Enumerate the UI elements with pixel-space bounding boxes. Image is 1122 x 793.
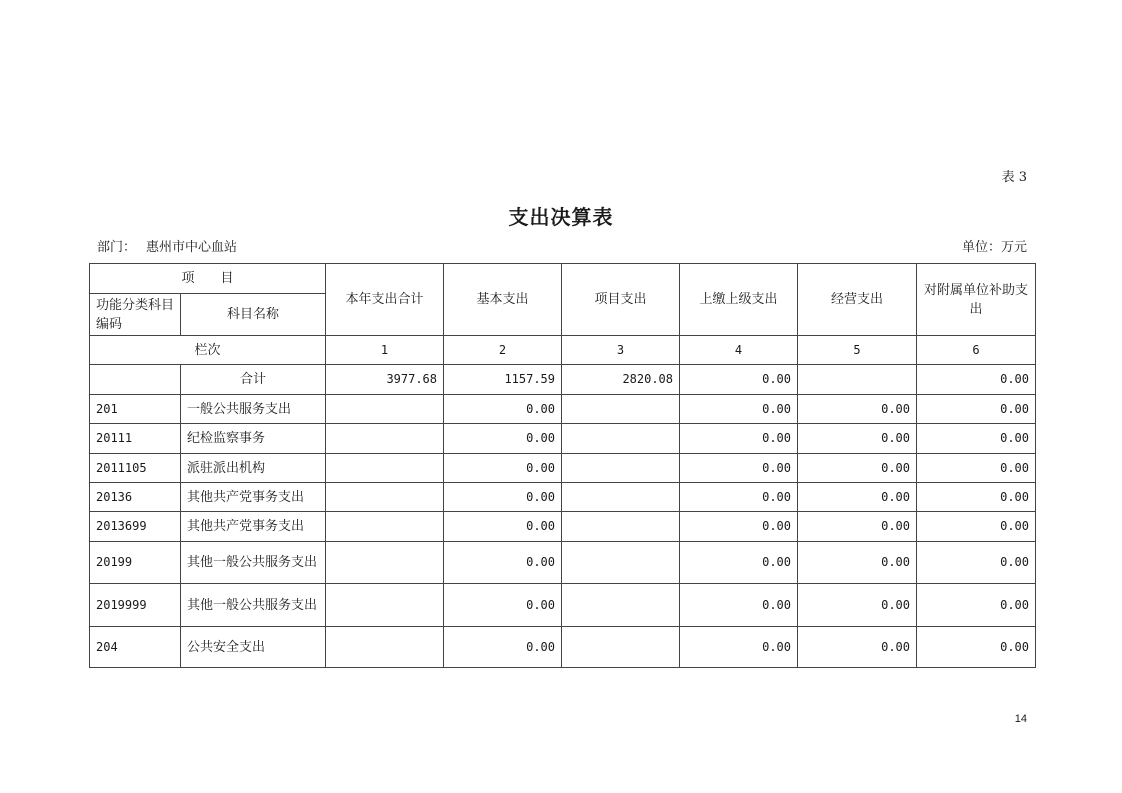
row-total <box>326 512 444 542</box>
column-number-1: 1 <box>326 336 444 365</box>
department-line <box>97 236 237 255</box>
table-row <box>90 424 1036 454</box>
column-number-3: 3 <box>562 336 680 365</box>
header-project: 项目支出 <box>562 264 680 336</box>
row-business: 0.00 <box>798 542 917 584</box>
row-business: 0.00 <box>798 584 917 627</box>
total-row-project: 2820.08 <box>562 365 680 395</box>
row-upper: 0.00 <box>680 395 798 424</box>
row-code: 20136 <box>90 483 181 512</box>
page-number: 14 <box>1014 713 1027 725</box>
row-business: 0.00 <box>798 395 917 424</box>
row-subsidy: 0.00 <box>917 483 1036 512</box>
row-project <box>562 454 680 483</box>
row-total <box>326 454 444 483</box>
row-basic: 0.00 <box>444 424 562 454</box>
total-row-business <box>798 365 917 395</box>
table-row <box>90 512 1036 542</box>
total-row-upper: 0.00 <box>680 365 798 395</box>
row-total <box>326 424 444 454</box>
header-subsidy: 对附属单位补助支出 <box>917 264 1036 336</box>
row-basic: 0.00 <box>444 454 562 483</box>
row-basic: 0.00 <box>444 627 562 668</box>
header-func-code: 功能分类科目编码 <box>90 294 181 336</box>
row-code: 20199 <box>90 542 181 584</box>
total-row-total: 3977.68 <box>326 365 444 395</box>
row-business: 0.00 <box>798 627 917 668</box>
row-subsidy: 0.00 <box>917 512 1036 542</box>
total-row-basic: 1157.59 <box>444 365 562 395</box>
table-row <box>90 627 1036 668</box>
column-number-label: 栏次 <box>90 336 326 365</box>
row-project <box>562 542 680 584</box>
header-total: 本年支出合计 <box>326 264 444 336</box>
column-number-2: 2 <box>444 336 562 365</box>
header-item-group: 项 目 <box>90 264 326 294</box>
row-business: 0.00 <box>798 454 917 483</box>
row-project <box>562 627 680 668</box>
table-row <box>90 542 1036 584</box>
row-total <box>326 627 444 668</box>
row-basic: 0.00 <box>444 512 562 542</box>
table-number: 表 3 <box>1001 170 1027 185</box>
row-project <box>562 424 680 454</box>
total-row-subsidy: 0.00 <box>917 365 1036 395</box>
department-name: 惠州市中心血站 <box>146 240 238 255</box>
row-subsidy: 0.00 <box>917 395 1036 424</box>
row-total <box>326 542 444 584</box>
table-row <box>90 584 1036 627</box>
row-business: 0.00 <box>798 424 917 454</box>
row-upper: 0.00 <box>680 584 798 627</box>
table-row <box>90 395 1036 424</box>
row-subject-name: 派驻派出机构 <box>181 454 326 483</box>
row-code: 20111 <box>90 424 181 454</box>
row-upper: 0.00 <box>680 512 798 542</box>
row-project <box>562 512 680 542</box>
header-business: 经营支出 <box>798 264 917 336</box>
row-subject-name: 一般公共服务支出 <box>181 395 326 424</box>
row-basic: 0.00 <box>444 542 562 584</box>
row-subsidy: 0.00 <box>917 424 1036 454</box>
row-upper: 0.00 <box>680 627 798 668</box>
row-code: 201 <box>90 395 181 424</box>
row-basic: 0.00 <box>444 395 562 424</box>
column-number-row <box>90 336 1036 365</box>
row-subject-name: 公共安全支出 <box>181 627 326 668</box>
total-row-code <box>90 365 181 395</box>
row-upper: 0.00 <box>680 424 798 454</box>
row-project <box>562 395 680 424</box>
row-subject-name: 纪检监察事务 <box>181 424 326 454</box>
row-subsidy: 0.00 <box>917 542 1036 584</box>
total-row <box>90 365 1036 395</box>
header-subject-name: 科目名称 <box>181 294 326 336</box>
column-number-4: 4 <box>680 336 798 365</box>
row-basic: 0.00 <box>444 584 562 627</box>
expenditure-table <box>89 263 1036 668</box>
header-upper: 上缴上级支出 <box>680 264 798 336</box>
unit-label: 单位：万元 <box>961 240 1027 255</box>
header-basic: 基本支出 <box>444 264 562 336</box>
row-business: 0.00 <box>798 512 917 542</box>
table-row <box>90 483 1036 512</box>
row-upper: 0.00 <box>680 454 798 483</box>
row-subject-name: 其他共产党事务支出 <box>181 512 326 542</box>
column-number-5: 5 <box>798 336 917 365</box>
row-subject-name: 其他一般公共服务支出 <box>181 542 326 584</box>
row-upper: 0.00 <box>680 542 798 584</box>
row-project <box>562 584 680 627</box>
row-project <box>562 483 680 512</box>
total-row-label: 合计 <box>181 365 326 395</box>
row-subsidy: 0.00 <box>917 627 1036 668</box>
header-row-1 <box>90 264 1036 294</box>
row-subsidy: 0.00 <box>917 454 1036 483</box>
document-title: 支出决算表 <box>508 205 614 229</box>
table-row <box>90 454 1036 483</box>
row-subject-name: 其他共产党事务支出 <box>181 483 326 512</box>
column-number-6: 6 <box>917 336 1036 365</box>
row-basic: 0.00 <box>444 483 562 512</box>
row-code: 2019999 <box>90 584 181 627</box>
row-subject-name: 其他一般公共服务支出 <box>181 584 326 627</box>
row-code: 2011105 <box>90 454 181 483</box>
row-upper: 0.00 <box>680 483 798 512</box>
row-total <box>326 395 444 424</box>
row-code: 204 <box>90 627 181 668</box>
row-subsidy: 0.00 <box>917 584 1036 627</box>
row-total <box>326 584 444 627</box>
row-code: 2013699 <box>90 512 181 542</box>
row-total <box>326 483 444 512</box>
row-business: 0.00 <box>798 483 917 512</box>
department-label: 部门： <box>97 240 137 255</box>
